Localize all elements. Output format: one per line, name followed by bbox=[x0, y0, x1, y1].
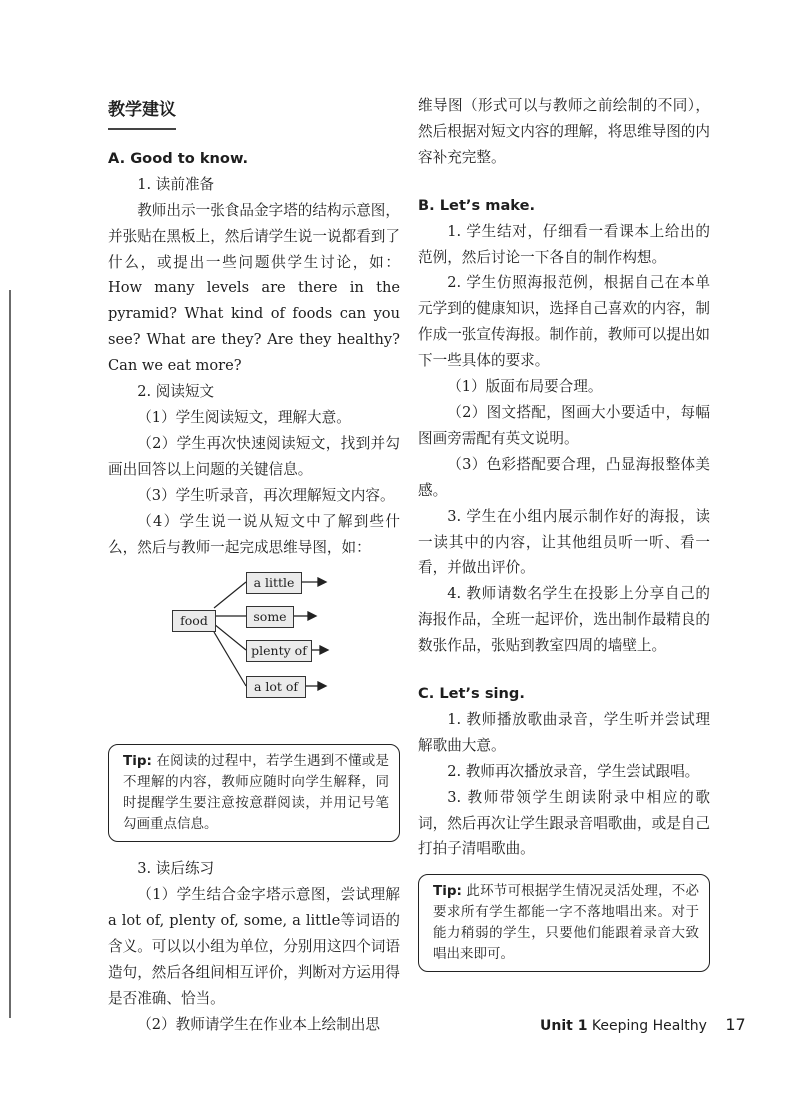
branch-line bbox=[214, 624, 246, 650]
step3-heading: 3. 读后练习 bbox=[137, 860, 215, 878]
continued-paragraph: 维导图（形式可以与教师之前绘制的不同），然后根据对短文内容的理解，将思维导图的内容补充完整。 bbox=[418, 97, 710, 166]
step2-item: （2）学生再次快速阅读短文，找到并勾画出回答以上问题的关键信息。 bbox=[108, 434, 400, 478]
arrow-head-icon bbox=[308, 612, 316, 620]
mind-map-branch: a lot of bbox=[246, 676, 306, 698]
page-footer bbox=[540, 1015, 746, 1034]
right-column bbox=[418, 93, 710, 986]
step2-heading: 2. 阅读短文 bbox=[137, 383, 215, 401]
arrow-head-icon bbox=[318, 682, 326, 690]
step3-item: （1）学生结合金字塔示意图，尝试理解a lot of, plenty of, some, a little等词语的含义。可以以小组为单位，分别用这四个词语造句，然后各组间相互评价，判断对方运用得是否准确、恰当。 bbox=[108, 886, 400, 1007]
c-item: 3. 教师带领学生朗读附录中相应的歌词，然后再次让学生跟录音唱歌曲，或是自己打拍子清唱歌曲。 bbox=[418, 788, 710, 858]
step2-item: （1）学生阅读短文，理解大意。 bbox=[137, 408, 351, 426]
page-number: 17 bbox=[725, 1015, 746, 1034]
mind-map-branch: some bbox=[246, 606, 294, 628]
c-item: 1. 教师播放歌曲录音，学生听并尝试理解歌曲大意。 bbox=[418, 710, 710, 754]
branch-line bbox=[214, 632, 246, 686]
b-item: （2）图文搭配，图画大小要适中，每幅图画旁需配有英文说明。 bbox=[418, 403, 710, 447]
tip-text: 在阅读的过程中，若学生遇到不懂或是不理解的内容，教师应随时向学生解释，同时提醒学生要注意按意群阅读，并用记号笔勾画重点信息。 bbox=[123, 753, 389, 833]
step1-heading: 1. 读前准备 bbox=[137, 175, 215, 193]
tip-label: Tip: bbox=[123, 753, 152, 770]
mind-map-branch: a little bbox=[246, 572, 302, 594]
step2-item: （4）学生说一说从短文中了解到些什么，然后与教师一起完成思维导图，如： bbox=[108, 512, 400, 556]
step2-item: （3）学生听录音，再次理解短文内容。 bbox=[137, 486, 395, 504]
step1-paragraph: 教师出示一张食品金字塔的结构示意图，并张贴在黑板上，然后请学生说一说都看到了什么，或提出一些问题供学生讨论，如：How many levels are there in the pyramid? What kind of foods can you see? What are they? Are they healthy? Can we eat more? bbox=[108, 201, 400, 375]
footer-unit: Unit 1 bbox=[540, 1018, 588, 1034]
c-item: 2. 教师再次播放录音，学生尝试跟唱。 bbox=[447, 762, 700, 780]
mind-map-root: food bbox=[172, 610, 216, 632]
section-title: 教学建议 bbox=[108, 98, 176, 130]
arrow-head-icon bbox=[318, 578, 326, 586]
tip-label: Tip: bbox=[433, 883, 462, 900]
b-item: 3. 学生在小组内展示制作好的海报，读一读其中的内容，让其他组员听一听、看一看，并做出评价。 bbox=[418, 507, 710, 577]
b-item: 2. 学生仿照海报范例，根据自己在本单元学到的健康知识，选择自己喜欢的内容，制作成一张宣传海报。制作前，教师可以提出如下一些具体的要求。 bbox=[418, 274, 710, 370]
mind-map-diagram bbox=[108, 564, 400, 732]
tip-text: 此环节可根据学生情况灵活处理，不必要求所有学生都能一字不落地唱出来。对于能力稍弱的学生，只要他们能跟着录音大致唱出来即可。 bbox=[433, 883, 699, 963]
arrow-head-icon bbox=[320, 646, 328, 654]
b-item: 1. 学生结对，仔细看一看课本上给出的范例，然后讨论一下各自的制作构想。 bbox=[418, 222, 710, 266]
section-a-heading: A. Good to know. bbox=[108, 149, 249, 167]
b-item: （3）色彩搭配要合理，凸显海报整体美感。 bbox=[418, 455, 710, 499]
mind-map-branch: plenty of bbox=[246, 640, 312, 662]
section-c-heading: C. Let’s sing. bbox=[418, 685, 525, 703]
section-b-heading: B. Let’s make. bbox=[418, 196, 536, 214]
step3-item: （2）教师请学生在作业本上绘制出思 bbox=[137, 1015, 380, 1033]
tip-box-singing bbox=[418, 874, 710, 972]
tip-box-reading bbox=[108, 744, 400, 842]
branch-line bbox=[214, 582, 246, 608]
left-column bbox=[108, 98, 400, 1038]
page-edge-bar bbox=[0, 290, 11, 1018]
b-item: 4. 教师请数名学生在投影上分享自己的海报作品，全班一起评价，选出制作最精良的数张作品，张贴到教室四周的墙壁上。 bbox=[418, 585, 710, 655]
b-item: （1）版面布局要合理。 bbox=[447, 378, 603, 396]
footer-unit-title: Keeping Healthy bbox=[591, 1018, 707, 1034]
